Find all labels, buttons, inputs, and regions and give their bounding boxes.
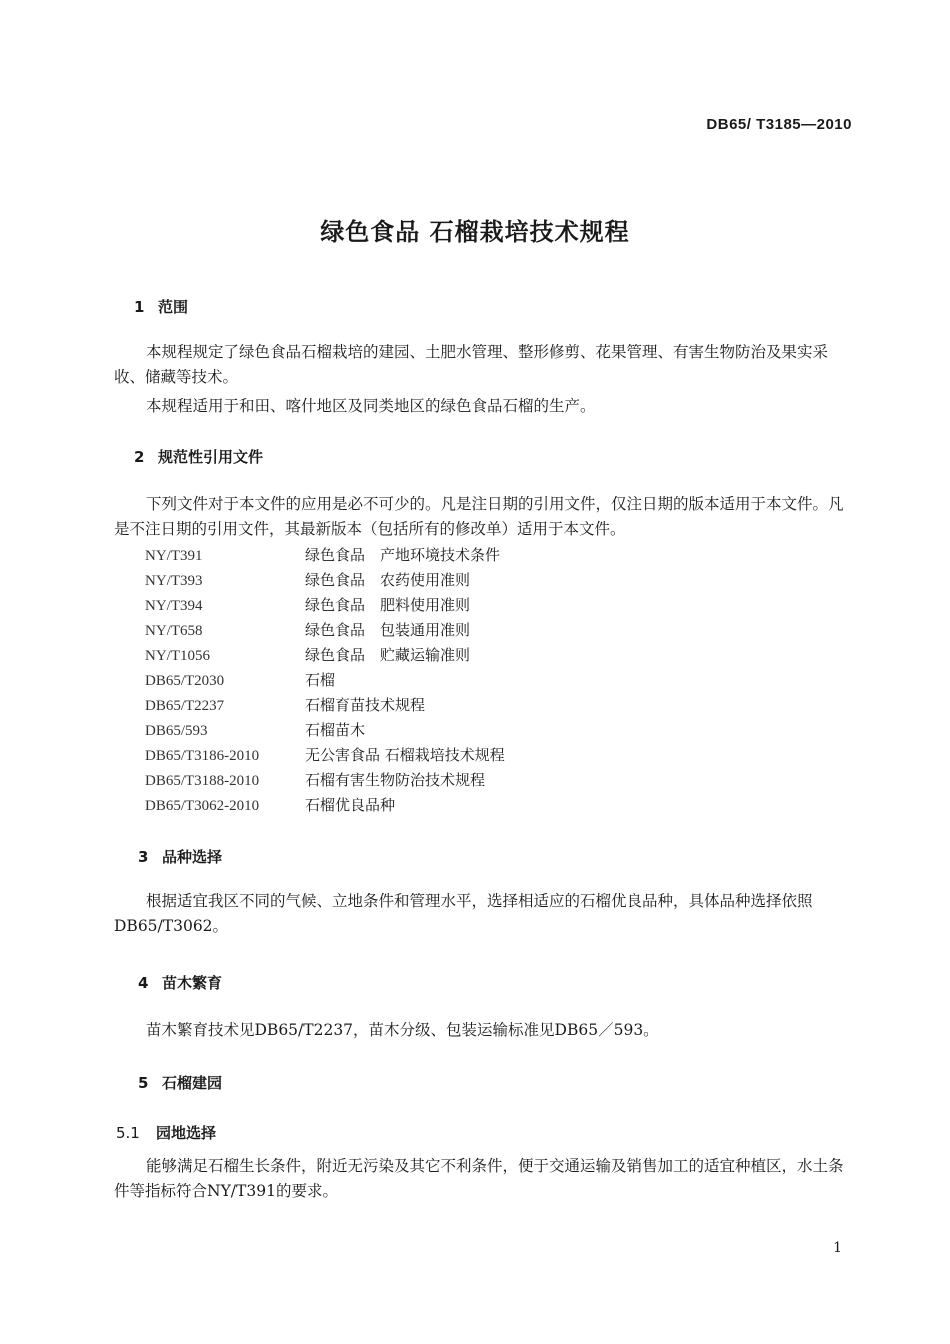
reference-item [145, 668, 505, 693]
section-title: 苗木繁育 [162, 974, 223, 992]
paragraph-text: 下列文件对于本文件的应用是必不可少的。凡是注日期的引用文件，仅注日期的版本适用于本文件。凡是不注日期的引用文件，其最新版本（包括所有的修改单）适用于本文件。 [114, 495, 844, 538]
reference-code: NY/T394 [145, 598, 203, 614]
section-3-heading [138, 846, 222, 867]
reference-title: 绿色食品 肥料使用准则 [305, 596, 471, 614]
section-title: 石榴建园 [162, 1074, 223, 1092]
reference-code: DB65/T3188-2010 [145, 773, 260, 789]
section-1-heading [134, 296, 188, 317]
section-4-paragraph [114, 1018, 856, 1043]
reference-code: DB65/T3062-2010 [145, 798, 260, 814]
reference-title: 绿色食品 贮藏运输准则 [305, 646, 471, 664]
section-3-paragraph [114, 889, 856, 939]
reference-code: NY/T393 [145, 573, 203, 589]
section-2-intro [114, 492, 856, 542]
paragraph-text: 本规程适用于和田、喀什地区及同类地区的绿色食品石榴的生产。 [146, 397, 596, 415]
section-number: 3 [138, 848, 149, 866]
reference-code: DB65/T2237 [145, 698, 225, 714]
reference-title: 绿色食品 包装通用准则 [305, 621, 471, 639]
section-2-heading [134, 446, 263, 467]
section-title: 规范性引用文件 [158, 448, 264, 466]
section-4-heading [138, 972, 222, 993]
reference-item [145, 618, 505, 643]
reference-item [145, 693, 505, 718]
reference-code: NY/T1056 [145, 648, 210, 664]
section-1-paragraph-1 [114, 340, 856, 390]
section-5-heading [138, 1072, 222, 1093]
section-5-1-heading [116, 1122, 216, 1143]
reference-title: 无公害食品 石榴栽培技术规程 [305, 746, 505, 764]
reference-title: 石榴 [305, 671, 336, 689]
reference-code: NY/T391 [145, 548, 203, 564]
section-title: 园地选择 [156, 1124, 217, 1142]
section-5-1-paragraph [114, 1154, 856, 1204]
reference-item [145, 593, 505, 618]
page-number: 1 [833, 1240, 842, 1256]
section-number: 5.1 [116, 1124, 140, 1142]
reference-list [145, 543, 505, 818]
standard-code: DB65/ T3185—2010 [706, 116, 852, 133]
reference-item [145, 543, 505, 568]
section-title: 范围 [158, 298, 189, 316]
reference-title: 绿色食品 产地环境技术条件 [305, 546, 501, 564]
reference-title: 石榴优良品种 [305, 796, 396, 814]
reference-item [145, 718, 505, 743]
paragraph-text: 根据适宜我区不同的气候、立地条件和管理水平，选择相适应的石榴优良品种，具体品种选择依照DB65/T3062。 [114, 892, 813, 935]
section-1-paragraph-2 [114, 394, 856, 419]
reference-code: NY/T658 [145, 623, 203, 639]
reference-code: DB65/T3186-2010 [145, 748, 260, 764]
reference-item [145, 568, 505, 593]
document-title: 绿色食品 石榴栽培技术规程 [320, 218, 630, 246]
reference-item [145, 793, 505, 818]
reference-item [145, 643, 505, 668]
section-number: 1 [134, 298, 145, 316]
reference-code: DB65/593 [145, 723, 208, 739]
paragraph-text: 苗木繁育技术见DB65/T2237，苗木分级、包装运输标准见DB65／593。 [146, 1021, 659, 1039]
reference-item [145, 743, 505, 768]
paragraph-text: 能够满足石榴生长条件，附近无污染及其它不利条件，便于交通运输及销售加工的适宜种植区，水土条件等指标符合NY/T391的要求。 [114, 1157, 844, 1200]
reference-title: 绿色食品 农药使用准则 [305, 571, 471, 589]
reference-item [145, 768, 505, 793]
reference-title: 石榴有害生物防治技术规程 [305, 771, 486, 789]
reference-title: 石榴育苗技术规程 [305, 696, 426, 714]
section-number: 5 [138, 1074, 149, 1092]
section-number: 4 [138, 974, 149, 992]
section-title: 品种选择 [162, 848, 223, 866]
section-number: 2 [134, 448, 145, 466]
reference-code: DB65/T2030 [145, 673, 225, 689]
reference-title: 石榴苗木 [305, 721, 366, 739]
paragraph-text: 本规程规定了绿色食品石榴栽培的建园、土肥水管理、整形修剪、花果管理、有害生物防治及果实采收、储藏等技术。 [114, 343, 829, 386]
